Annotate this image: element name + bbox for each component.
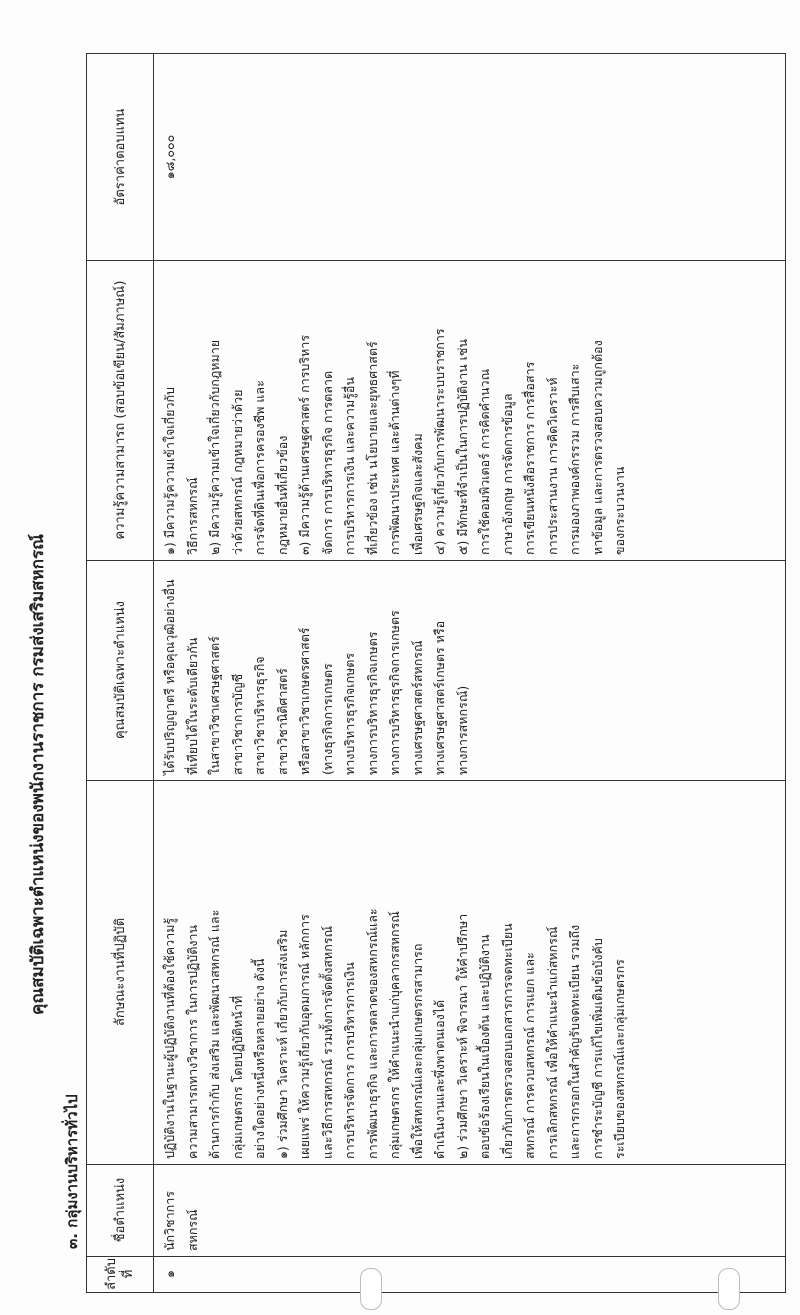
row-salary: ๑๘,๐๐๐: [162, 134, 177, 180]
header-duties: ลักษณะงานที่ปฏิบัติ: [112, 917, 128, 1027]
duty-line: ระเบียบของสหกรณ์และกลุ่มเกษตรกร: [612, 959, 627, 1159]
knowledge-line: ๑) มีความรู้ความเข้าใจเกี่ยวกับ: [162, 387, 177, 555]
qualification-line: ทางการบริหารธุรกิจเกษตร: [364, 631, 380, 775]
duty-line: สหกรณ์ การควบสหกรณ์ การแยก และ: [522, 952, 537, 1159]
duty-line: เกี่ยวกับการตรวจสอบเอกสารการจดทะเบียน: [499, 923, 515, 1159]
row-position: นักวิชาการสหกรณ์: [162, 1191, 200, 1251]
qualification-line: สาขาวิชาบริหารธุรกิจ: [252, 656, 267, 775]
knowledge-line: การพัฒนาประเทศ และด้านต่างๆที่: [387, 370, 402, 555]
row-no: ๑: [162, 1270, 177, 1278]
duty-line: ดำเนินงานและพึ่งพาตนเองได้: [432, 999, 447, 1159]
qualification-line: ทางการบริหารธุรกิจการเกษตร: [387, 610, 402, 775]
duty-line: ๒) ร่วมศึกษา วิเคราะห์ พิจารณา ให้คำปรึกษา: [454, 913, 470, 1159]
knowledge-line: การจัดที่ดินเพื่อการครองชีพ และ: [252, 380, 267, 555]
header-qualifications: คุณสมบัติเฉพาะตำแหน่ง: [112, 600, 128, 740]
row-duties: [153, 780, 638, 1164]
section-title: ๓. กลุ่มงานบริหารทั่วไป: [63, 1094, 81, 1249]
duty-line: กลุ่มเกษตรกร ให้คำแนะนำแก่บุคลากรสหกรณ์: [387, 911, 402, 1159]
header-position: ชื่อตำแหน่ง: [112, 1177, 128, 1243]
duty-line: กลุ่มเกษตรกร โดยปฏิบัติหน้าที่: [229, 995, 245, 1159]
knowledge-line: ๒) มีความรู้ความเข้าใจเกี่ยวกับกฎหมาย: [207, 339, 222, 555]
row-qualifications: [153, 560, 480, 780]
knowledge-line: ภาษาอังกฤษ การจัดการข้อมูล: [499, 393, 515, 555]
knowledge-line: หาข้อมูล และการตรวจสอบความถูกต้อง: [589, 340, 605, 555]
qualification-line: สาขาวิชานิติศาสตร์: [274, 668, 290, 775]
duty-line: การพัฒนาธุรกิจ และการตลาดของสหกรณ์และ: [364, 908, 380, 1159]
knowledge-line: ว่าด้วยสหกรณ์ กฎหมายว่าด้วย: [229, 389, 245, 555]
duty-line: และการกรอกในสำคัญรับจดทะเบียน รวมถึง: [567, 924, 582, 1159]
qualification-line: สาขาวิชาการบัญชี: [229, 673, 245, 775]
knowledge-line: ๕) มีทักษะที่จำเป็นในการปฏิบัติงาน เช่น: [454, 339, 470, 555]
knowledge-line: ของกระบวนงาน: [612, 466, 627, 555]
qualification-line: ได้รับปริญญาตรี หรือคุณวุฒิอย่างอื่น: [162, 579, 177, 775]
duty-line: ความสามารถทางวิชาการ ในการปฏิบัติงาน: [184, 925, 200, 1159]
binder-hole-mark: [360, 1268, 382, 1310]
knowledge-line: ที่เกี่ยวข้อง เช่น นโยบายและยุทธศาสตร์: [364, 341, 380, 555]
duty-line: ปฏิบัติงานในฐานะผู้ปฏิบัติงานที่ต้องใช้ความรู้: [162, 917, 177, 1159]
qualification-line: หรือสาขาวิชาเกษตรศาสตร์: [297, 627, 312, 775]
knowledge-line: กฎหมายอื่นที่เกี่ยวข้อง: [274, 435, 290, 555]
knowledge-line: การมองภาพองค์กรรวม การสืบเสาะ: [567, 363, 582, 555]
duty-line: อย่างใดอย่างหนึ่งหรือหลายอย่าง ดังนี้: [252, 958, 267, 1159]
qualification-line: ทางเศรษฐศาสตร์เกษตร หรือ: [432, 620, 447, 775]
knowledge-line: วิธีการสหกรณ์: [184, 477, 200, 555]
knowledge-line: การประสานงาน การคิดวิเคราะห์: [544, 377, 560, 555]
header-knowledge: ความรู้ความสามารถ (สอบข้อเขียน/สัมภาษณ์): [112, 280, 128, 540]
knowledge-line: เพื่อเศรษฐกิจและสังคม: [409, 433, 425, 555]
knowledge-line: การใช้คอมพิวเตอร์ การคิดคำนวณ: [477, 368, 492, 555]
duty-line: ๑) ร่วมศึกษา วิเคราะห์ เกี่ยวกับการส่งเสริม: [274, 929, 290, 1159]
duty-line: ด้านการกำกับ ส่งเสริม และพัฒนาสหกรณ์ และ: [207, 909, 222, 1159]
qualification-line: ทางการสหกรณ์): [454, 685, 470, 775]
table-row: [153, 54, 785, 1292]
qualification-line: ทางบริหารธุรกิจเกษตร: [342, 652, 357, 775]
row-knowledge: [153, 260, 638, 560]
binder-hole-mark: [718, 1268, 740, 1310]
duty-line: การชำระบัญชี การแก้ไขเพิ่มเติมข้อบังคับ: [589, 938, 605, 1159]
table-header: [87, 54, 154, 1292]
page-title: คุณสมบัติเฉพาะตำแหน่งของพนักงานราชการ กรมส่งเสริมสหกรณ์: [28, 534, 48, 1015]
qualification-line: (ทางธุรกิจการเกษตร: [319, 663, 335, 775]
knowledge-line: ๔) ความรู้เกี่ยวกับการพัฒนาระบบราชการ: [432, 328, 447, 555]
duty-line: เพื่อให้สหกรณ์และกลุ่มเกษตรกรสามารถ: [409, 943, 425, 1159]
knowledge-line: จัดการ การบริหารธุรกิจ การตลาด: [319, 370, 335, 555]
qualification-line: ทางเศรษฐศาสตร์สหกรณ์: [409, 640, 425, 775]
duty-line: เผยแพร่ ให้ความรู้เกี่ยวกับอุดมการณ์ หลักการ: [297, 914, 312, 1159]
duty-line: ตอบข้อร้องเรียนในเบื้องต้น และปฏิบัติงาน: [477, 934, 492, 1159]
knowledge-line: ๓) มีความรู้ด้านเศรษฐศาสตร์ การบริหาร: [297, 334, 312, 555]
qualification-table: [86, 53, 786, 1293]
knowledge-line: การเขียนหนังสือราชการ การสื่อสาร: [522, 361, 537, 555]
header-salary: อัตราค่าตอบแทน: [112, 108, 128, 206]
duty-line: และวิธีการสหกรณ์ รวมทั้งการจัดตั้งสหกรณ์: [319, 925, 335, 1159]
duty-line: การเลิกสหกรณ์ เพื่อให้คำแนะนำแก่สหกรณ์: [544, 926, 560, 1159]
knowledge-line: การบริหารการเงิน และความรู้อื่น: [342, 377, 357, 555]
qualification-line: ที่เทียบได้ในระดับเดียวกัน: [184, 637, 200, 775]
qualification-line: ในสาขาวิชาเศรษฐศาสตร์: [207, 636, 222, 775]
duty-line: การบริหารจัดการ การบริหารการเงิน: [342, 962, 357, 1159]
header-no: ลำดับที่: [104, 1258, 136, 1290]
